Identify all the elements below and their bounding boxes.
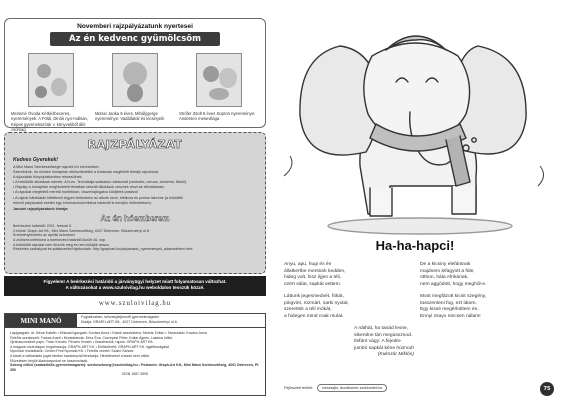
imprint-info-line: Kiadja: GRAPH-ART Kft., 4027 Debrecen, Böszörményi út 6. [81, 319, 178, 324]
credit-line: Újrahasznosított papír, Tinta: Kreatív, Pénzes Kreatív • Illusztrációk, rajzok: GRAPH-ART Kft. [10, 340, 154, 345]
winner-entry [179, 53, 259, 133]
january-theme-label: Januári rajzpályázatunk témája: [13, 206, 69, 211]
elephant-illustration [270, 16, 560, 238]
contest-info-line: A beküldött rajzokat nem őrizzük meg és nem küldjük vissza. [13, 242, 110, 247]
poem-line: Egy kissé megérkültem én, [420, 307, 479, 313]
contest-info-line: Beérkezési határidő: 2021. február 5. [13, 223, 73, 228]
contest-info-line: A zsűrizés kritériuma a beérkezési határidő között 46. nap. [13, 237, 107, 242]
winner-caption: Mezeiné Óvoda Kétkézbeceres, nyeremények: A Földi, Dinók nyo-málsan, Képes gyermekszótár v. könyvekből álló csomag [11, 111, 89, 133]
poem-line: ezért sálat, sapkát vettem. [284, 281, 342, 287]
poem-line: pingvint, rozmárt, sarki nyulat, [284, 300, 349, 306]
poem-stanza [354, 326, 414, 359]
credit-line: Felelős szerkesztő: Farkas Anett • Munkatársak: Kész Éva, Cserepesi Péter, Koltai Ágnes, Lakatos Ildikó [10, 335, 173, 340]
credit-line: ISSN 1587-3595 [122, 372, 148, 377]
credit-line: A magazin kizárólagos forgalmazója: GRAPH-ART Kft. • Előfizethető: GRAPH-ART Kft. ügyfélszolgálat [10, 344, 169, 349]
poem-line: állatkertbe mentünk kedden, [284, 268, 346, 274]
poem-stanza [420, 262, 486, 288]
contest-line: Szeretnénk, ha minden hónapban elkészítenétek a kiírásnak megfelelő témájú rajzotokat. [13, 170, 159, 175]
winner-drawings [11, 53, 259, 133]
developed-skills-footer [284, 384, 387, 392]
credit-line: Nyomdai munkálatok: Center-Print Nyomda Kft. • Felelős vezető: Szabó Sándor [10, 349, 134, 354]
poem-line: tüsszenteni fog, ezt látom. [420, 300, 477, 306]
poem-line: De a kicsiny elefántnak [420, 262, 471, 267]
contest-line: érkező pályázatok esetén egy információval ellátva határidő is kerüljön feltüntetésre). [13, 200, 152, 205]
contest-line: • A rajzokat megfelelő méretű borítékban, összehajtogatva küldjétek postára! [13, 190, 138, 195]
winner-entry [11, 53, 91, 133]
website-link[interactable]: www.szuloivilag.hu [98, 300, 172, 307]
poem-stanza [284, 262, 345, 288]
poem-line: sikerülne tán megússznod. [354, 332, 413, 338]
winners-panel [4, 18, 266, 133]
footer-skills: mesesajtó, ikonálkámtr, szókincsfeli.bs [317, 384, 387, 392]
contest-theme: Az én hóemberem [100, 213, 170, 223]
poem-line: jumbó sapkát kéne húznod! [354, 345, 414, 351]
poem-line: Anyu, apu, hugi és én [284, 262, 332, 267]
contest-line: • Rajzlap a hónapban meghirdetett témában készült alkotások vesznek részt az elbírálásban. [13, 185, 165, 190]
poem-line: Láttunk jegesmedvét, fókát, [284, 294, 344, 299]
poem-line: majdnem lefagyott a füle, [420, 268, 475, 274]
drawing-image [28, 53, 74, 107]
contest-line: A Mini Manó Szerkesztősége rajzolni hív benneteket. [13, 165, 100, 169]
footer-label: Fejlesztett terület: [284, 386, 314, 390]
imprint-info-line: Foglalkoztató, készségfejlesztő gyermekmagazin [81, 315, 160, 319]
page-number: 75 [540, 382, 554, 396]
imprint-box [4, 313, 266, 396]
drawing-image [112, 53, 158, 107]
poem-line: Ilefánt vágy: A fejedre [354, 339, 401, 345]
notice-line: Figyelem! A beérkezési határidő a járványügyi helyzet miatt folyamatosan változhat. [43, 279, 227, 284]
credit-line: Lapigazgató: dr. Dévai Katalin • Műszaki igazgató: Kovács Anna • Kiadói asszisztens: Molnár Zoltán • Tanácsadó: Kovács Anna [10, 331, 207, 335]
contest-info-line: Címünk: Graph-Art Kft., Mini Manó Szerkesztőség, 4027 Debrecen, Böszörményi út 6. [13, 228, 151, 233]
deadline-notice [4, 276, 266, 296]
contest-greeting: Kedves Gyerekek! [13, 157, 58, 163]
winner-caption: Mizsei Janka 5 éves, Mihálygerge nyereménye: Vadállatok és kicsinyeik [95, 111, 165, 122]
credit-line: A kiadó a változtatás jogát minden kiadványnál fenntartja. Hirdetéseket a kiadó nem vállal. [10, 353, 150, 358]
poem-line: a hidegen mind csak mulat. [284, 313, 344, 319]
imprint-credits [5, 328, 265, 380]
poem-line: Most megfázott kicsit szegény, [420, 294, 487, 299]
contest-line: • A beküldött alkotások mérete: A/4-es. Technikája szabadon választott (zsírkréta, ceruza, zsírkréta, filctoll). [13, 180, 188, 185]
notice-line: A változásokat a www.szuloivilag.hu weboldalon tesszük közzé. [65, 285, 205, 291]
poem-author: (Kukszár Miklós) [377, 352, 414, 358]
winners-banner: Az én kedvenc gyümölcsöm [50, 32, 220, 46]
contest-line: A díjazottak könyvjutalomban részesülnek. [13, 175, 83, 180]
drawing-image [196, 53, 242, 107]
contest-info-line: Eredményhirdetés az áprilisi számban! [13, 233, 75, 238]
poem-stanza [284, 294, 349, 320]
contest-line: • A rajzok hátoldalán feltétlenül legyen feltüntetve az alkotó neve, életkora és pontos lakcíme (a küldöttől [13, 195, 183, 200]
contest-body [13, 157, 257, 252]
winners-subtitle: Novemberi rajzpályázatunk nyertesei [77, 23, 193, 30]
imprint-header [5, 314, 265, 328]
poem-line: szerettük a téli mókát, [284, 307, 332, 313]
poem-line: otthon, hála Afrikának, [420, 275, 469, 281]
poem-title: Ha-ha-hapci! [375, 238, 455, 253]
credit-line: Szöveg nélkül (szabadidős gyermekmagazin): szerkesztoseg@szuloivilag.hu • Postacím: Graph-Art Kft., Mini Manó Szerkesztőség, 4001 Debrecen, Pf. 353 [10, 363, 260, 372]
imprint-info [77, 314, 182, 327]
mini-mano-logo: MINI MANÓ [5, 314, 77, 327]
poem-line: nem aggódott, hogy meghűl-e. [420, 281, 487, 287]
winner-entry [95, 53, 175, 133]
poem-line: A náthát, ha tanád lesne, [354, 326, 409, 331]
credit-line: Előzetesen kérjük kiadványunkat ne hasznosítsák. [10, 358, 89, 363]
poem-line: Ennyi zsayo nincsen nálam! [420, 313, 481, 319]
poem-stanza [420, 294, 486, 320]
drawing-contest-panel [4, 132, 266, 274]
contest-title: RAJZPÁLYÁZAT [87, 138, 183, 151]
winner-caption: Strófer Zsolt 6 éves Sopron nyereménye: Andersen mesevilága [179, 111, 256, 122]
poem-line: hideg volt, hisz éjjen a téli, [284, 275, 342, 281]
contest-info-line: Részletes szabályzat és adatkezelési tájékoztató: http://graphart.hu/palyazatok_nyeremenyek_adatvedelem.html [13, 247, 193, 252]
